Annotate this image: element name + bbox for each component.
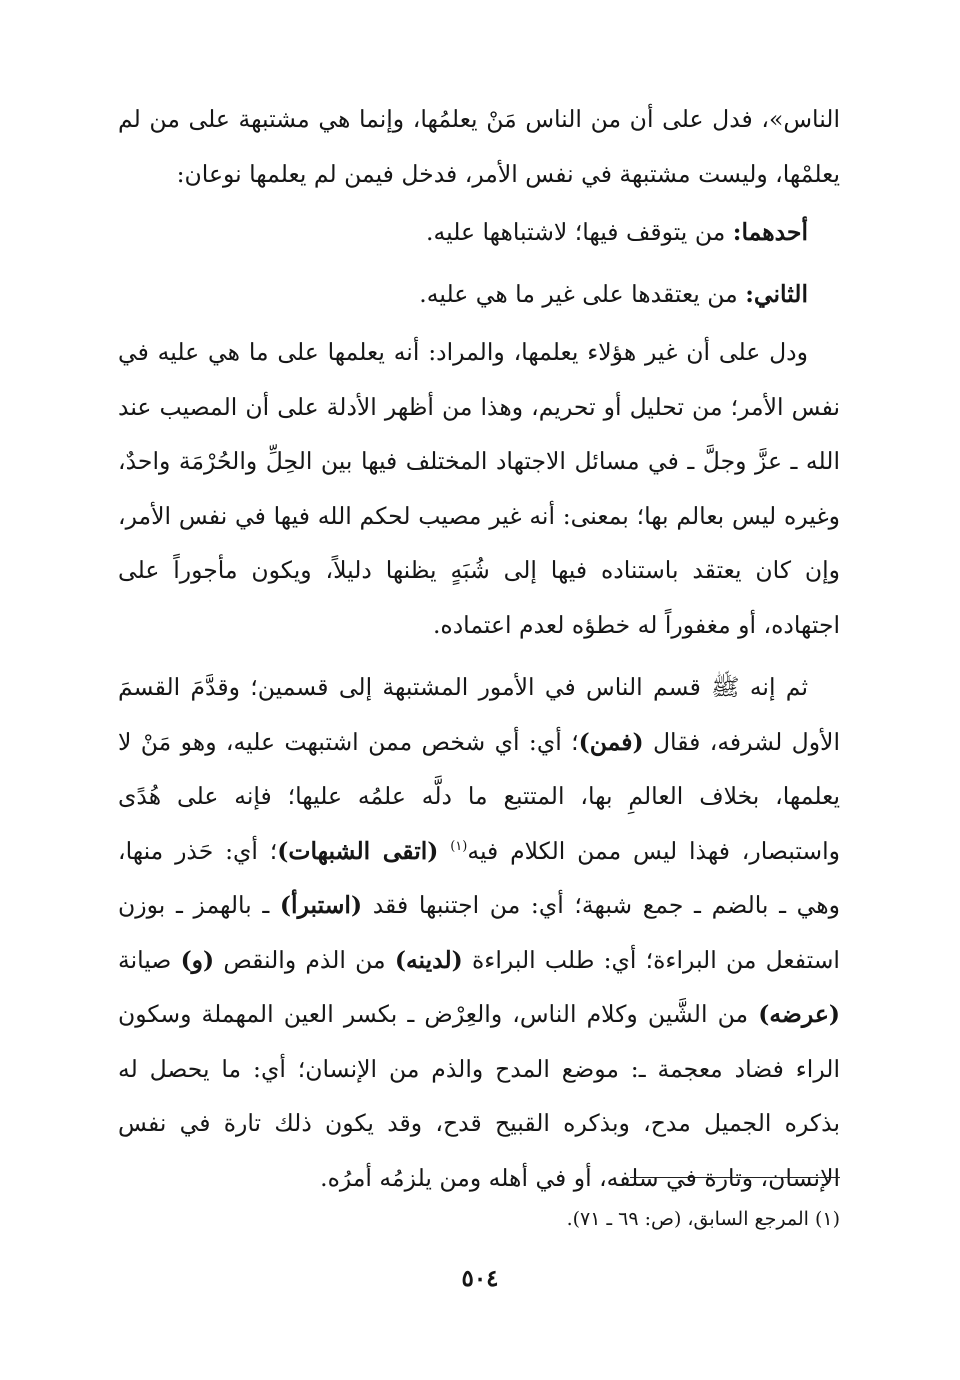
type-1-text: من يتوقف فيها؛ لاشتباهها عليه. [426,218,726,246]
type-1-line [118,201,840,263]
keyword-lideenihi: (لدينه) [394,945,463,974]
keyword-irdihi: (عرضه) [758,1000,840,1028]
paragraph-3-text: ثم إنه ﷺ قسم الناس في الأمور المشتبهة إلى قسمين؛ وقدَّمَ القسمَ الأول لشرفه، فقال [118,673,840,756]
paragraph-3-text: ـ بالهمز ـ بوزن استفعل من البراءة؛ أي: طلب البراءة [118,891,840,974]
paragraph-2: ودل على أن غير هؤلاء يعلمها، والمراد: أنه يعلمها على ما هي عليه في نفس الأمر؛ من تحليل أو تحريم، وهذا من أظهر الأدلة على أن المصيب عند الله ـ عزَّ وجلَّ ـ في مسائل الاجتهاد المختلف فيها بين الحِلِّ والحُرْمَة واحدٌ، وغيره ليس بعالم بها؛ بمعنى: أنه غير مصيب لحكم الله فيها في نفس الأمر، وإن كان يعتقد باستناده فيها إلى شُبَهٍ يظنها دليلاً، ويكون مأجوراً على اجتهاده، أو مغفوراً له خطؤه لعدم اعتماده. [118,338,840,639]
paragraph-1: الناس»، فدل على أن من الناس مَنْ يعلمُها، وإنما هي مشتبهة على من لم يعلمْها، وليست مشتبهة في نفس الأمر، فدخل فيمن لم يعلمها نوعان: [118,105,840,188]
paragraph-3 [118,660,840,1205]
type-2-label: الثاني: [745,280,808,308]
paragraph-3-text [438,837,450,865]
paragraph-3-text: صيانة [118,945,172,974]
footnote-divider [630,1177,840,1178]
keyword-ittaqa-alshubuhat: (اتقى الشبهات) [277,836,439,865]
paragraph-3-text: ؛ أي: حَذر منها، وهي ـ بالضم ـ جمع شبهة؛ أي: من اجتنبها فقد [118,836,840,919]
keyword-faman: (فمن) [578,727,644,756]
keyword-istabraa: (استبرأ) [279,891,363,919]
footnote: (١) المرجع السابق، (ص: ٦٩ ـ ٧١). [566,1208,840,1230]
footnote-reference[interactable]: (١) [450,838,468,854]
type-2-line [118,263,840,325]
paragraph-3-text: من الذم والنقص [223,945,386,974]
paragraph-3-text: ؛ أي: أي شخص ممن اشتبهت عليه، وهو مَنْ لا يعلمها، بخلاف العالمِ بها، المتتبع ما دلَّه علمُه عليها؛ فإنه على هُدًى واستبصار، فهذا ليس ممن الكلام فيه [118,727,840,865]
type-2-text: من يعتقدها على غير ما هي عليه. [419,280,738,308]
keyword-wa: (و) [180,945,215,974]
page-body [118,92,840,1205]
paragraph-3-text: من الشَّين وكلام الناس، والعِرْض ـ بكسر العين المهملة وسكون الراء فضاد معجمة ـ: موضع المدح والذم من الإنسان؛ أي: ما يحصل له بذكره الجميل مدح، وبذكره القبيح قدح، وقد يكون ذلك تارة في نفس الإنسان، وتارة في سلفه، أو في أهله ومن يلزمُه أمرُه. [118,1000,840,1192]
page-number: ٥٠٤ [461,1265,499,1292]
type-1-label: أحدهما: [732,218,808,246]
